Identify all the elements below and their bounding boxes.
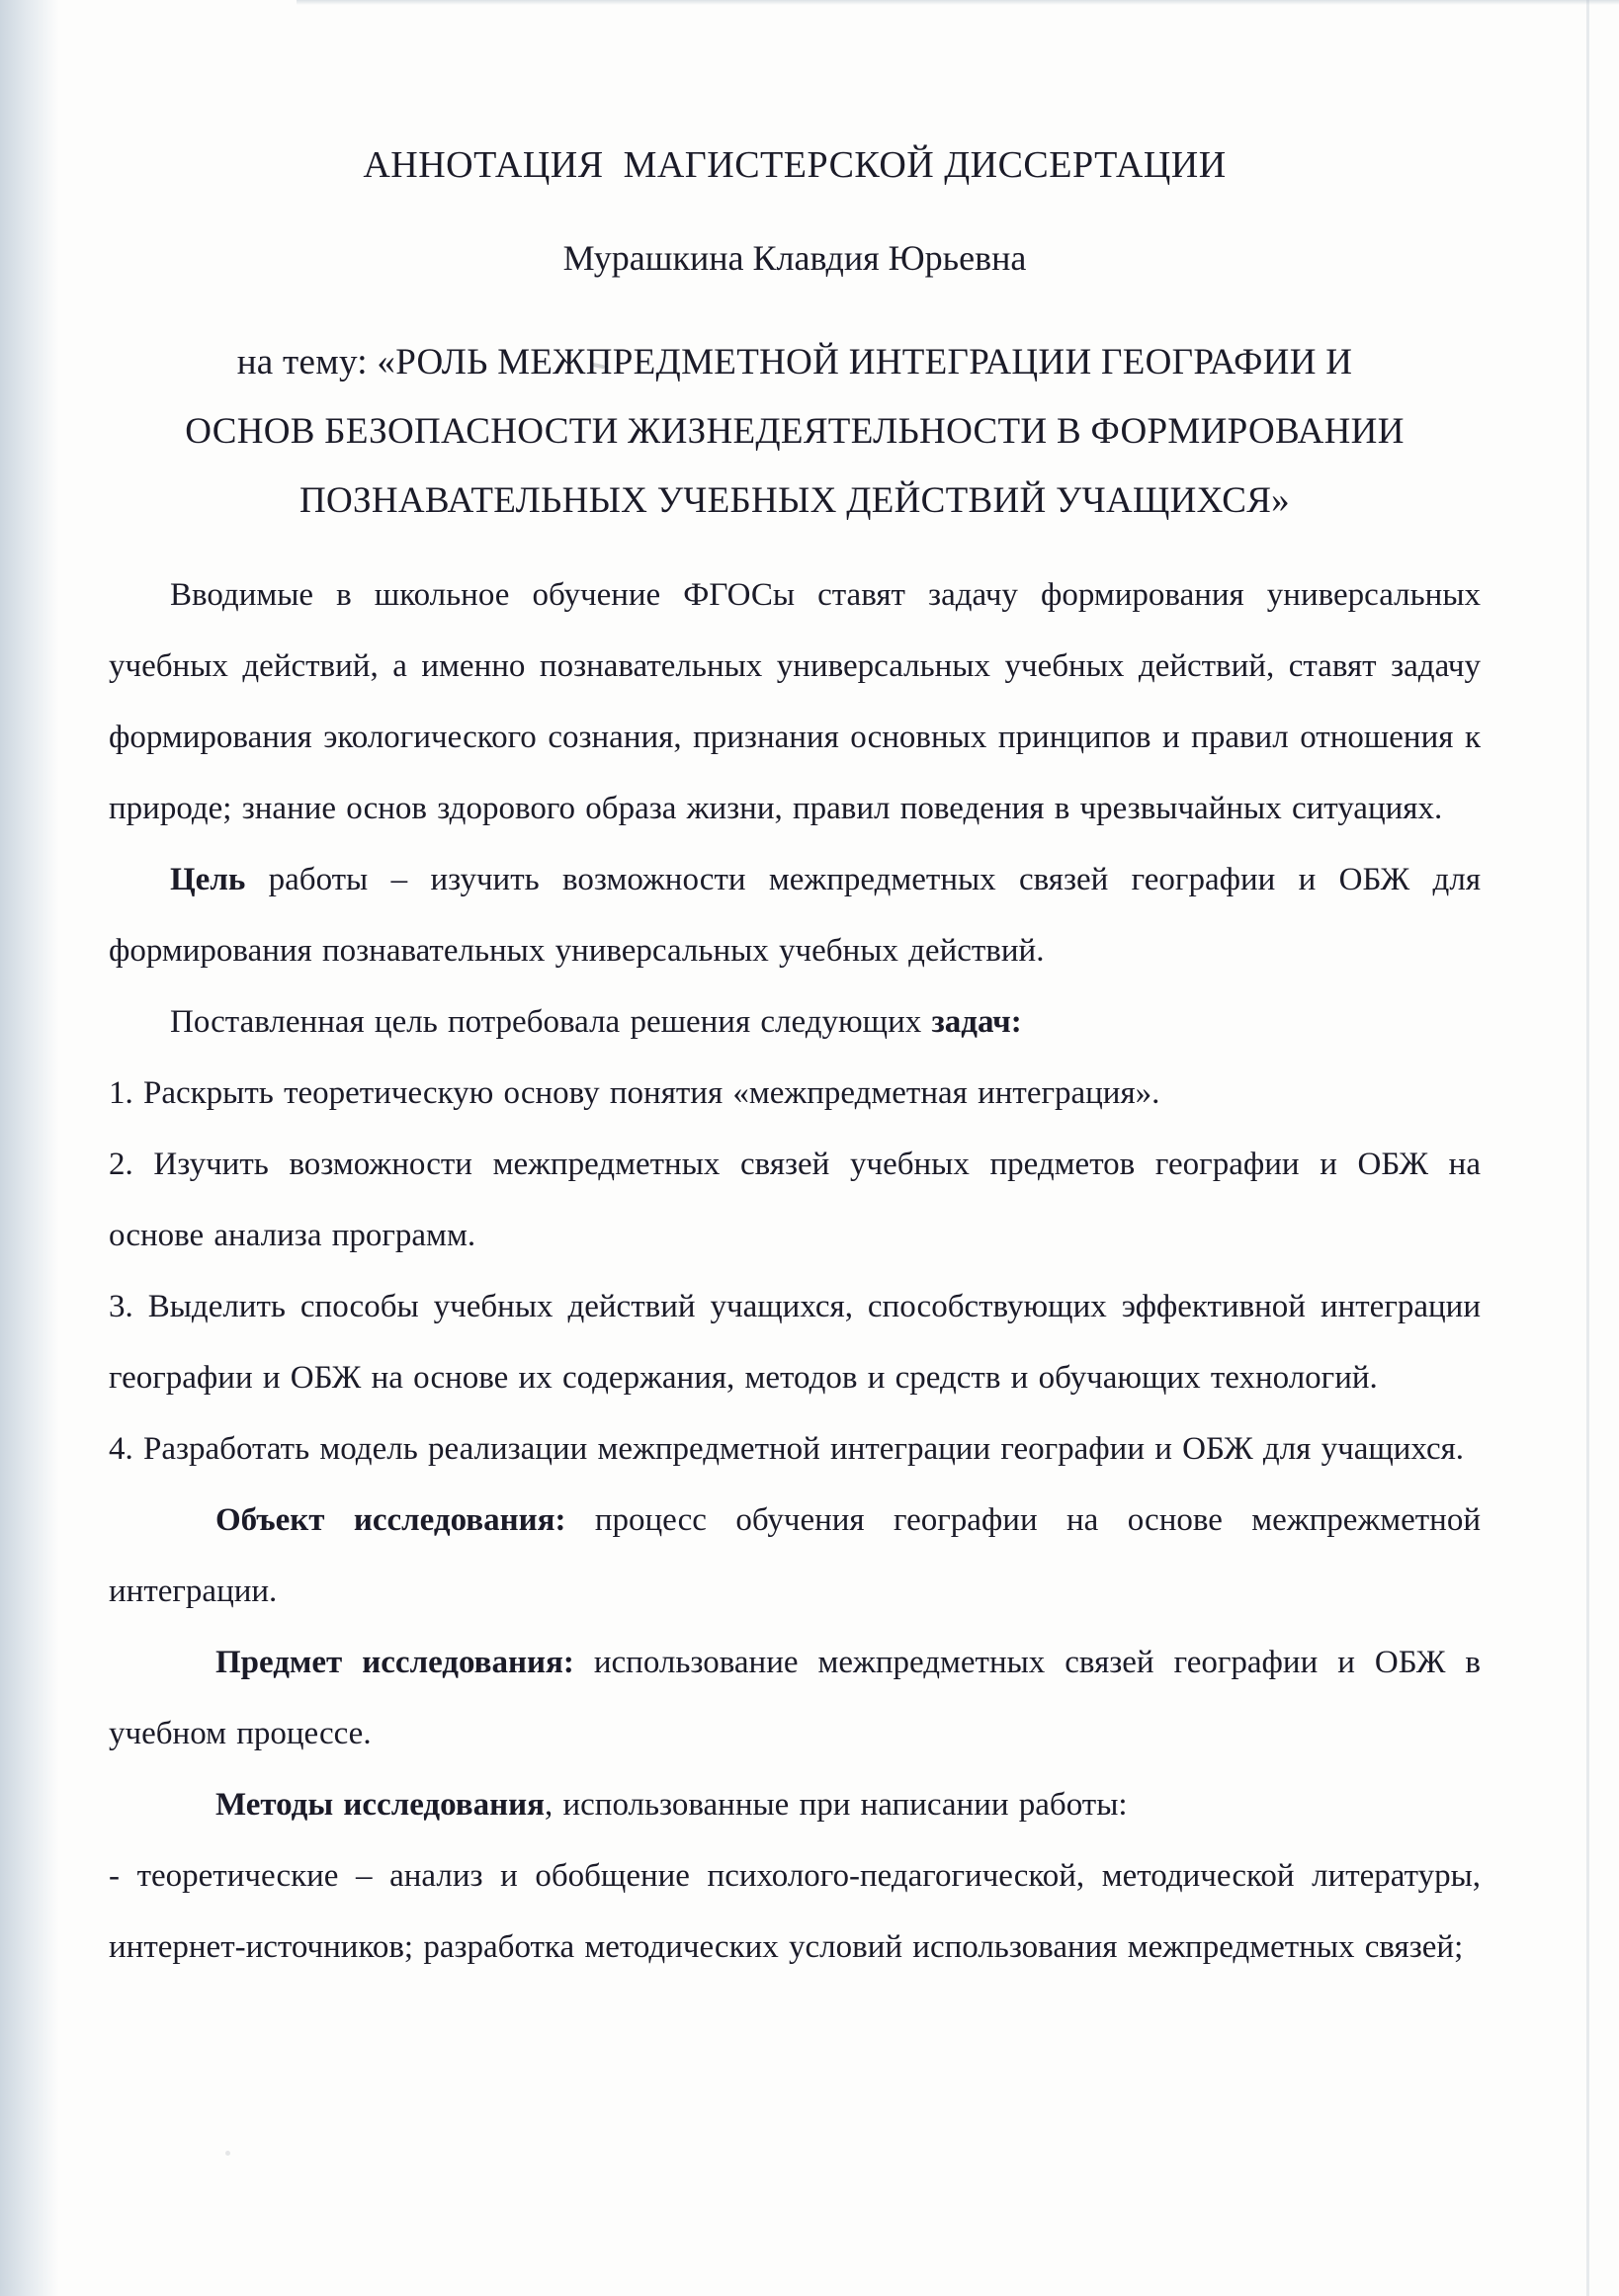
document-body [109,559,1481,1983]
author-name: Мурашкина Клавдия Юрьевна [562,238,1027,278]
task-item-1: 1. Раскрыть теоретическую основу понятия «межпредметная интеграция». [109,1075,1160,1111]
task-item-4: 4. Разработать модель реализации межпредметной интеграции географии и ОБЖ для учащихся. [109,1431,1465,1467]
tasks-label: задач: [931,1004,1022,1040]
subject-text: использование межпредметных связей географии и ОБЖ в учебном процессе. [109,1645,1481,1751]
paragraph-tasks-intro [109,986,1481,1058]
paragraph-object [109,1485,1481,1627]
paragraph-goal [109,844,1481,986]
tasks-intro-text: Поставленная цель потребовала решения следующих [170,1004,932,1040]
object-label: Объект исследования: [215,1502,566,1538]
scan-smudge [225,2151,230,2156]
paragraph-intro: Вводимые в школьное обучение ФГОСы ставят задачу формирования универсальных учебных действий, а именно познавательных универсальных учебных действий, ставят задачу формирования экологического сознания, признания основных принципов и правил отношения к природе; знание основ здорового образа жизни, правил поведения в чрезвычайных ситуациях. [109,577,1481,826]
theme-line-1: на тему: «РОЛЬ МЕЖПРЕДМЕТНОЙ ИНТЕГРАЦИИ ГЕОГРАФИИ И [236,342,1353,383]
methods-text: , использованные при написании работы: [545,1787,1128,1823]
object-text: процесс обучения географии на основе межпрежметной интеграции. [109,1502,1481,1609]
theme-line-2: ОСНОВ БЕЗОПАСНОСТИ ЖИЗНЕДЕЯТЕЛЬНОСТИ В ФОРМИРОВАНИИ [185,411,1405,452]
page-edge-line [1586,0,1589,2296]
scan-edge-shadow-top [297,0,1619,5]
theme-line-3: ПОЗНАВАТЕЛЬНЫХ УЧЕБНЫХ ДЕЙСТВИЙ УЧАЩИХСЯ» [299,480,1290,521]
paragraph-subject [109,1627,1481,1769]
paragraph-theoretical: - теоретические – анализ и обобщение психолого-педагогической, методической литературы, интернет-источников; разработка методических условий использования межпредметных связей; [109,1858,1481,1965]
document-title: АННОТАЦИЯ МАГИСТЕРСКОЙ ДИССЕРТАЦИИ [363,144,1227,186]
goal-text: работы – изучить возможности межпредметных связей географии и ОБЖ для формирования познавательных универсальных учебных действий. [109,862,1481,969]
document-content [109,136,1481,1983]
subject-label: Предмет исследования: [215,1645,574,1680]
thesis-theme [109,328,1481,536]
methods-label: Методы исследования [215,1787,545,1823]
scan-edge-shadow-left [0,0,59,2296]
paragraph-methods [109,1769,1481,1840]
task-item-2: 2. Изучить возможности межпредметных связей учебных предметов географии и ОБЖ на основе анализа программ. [109,1147,1481,1253]
goal-label: Цель [170,862,246,897]
task-item-3: 3. Выделить способы учебных действий учащихся, способствующих эффективной интеграции географии и ОБЖ на основе их содержания, методов и средств и обучающих технологий. [109,1289,1481,1396]
